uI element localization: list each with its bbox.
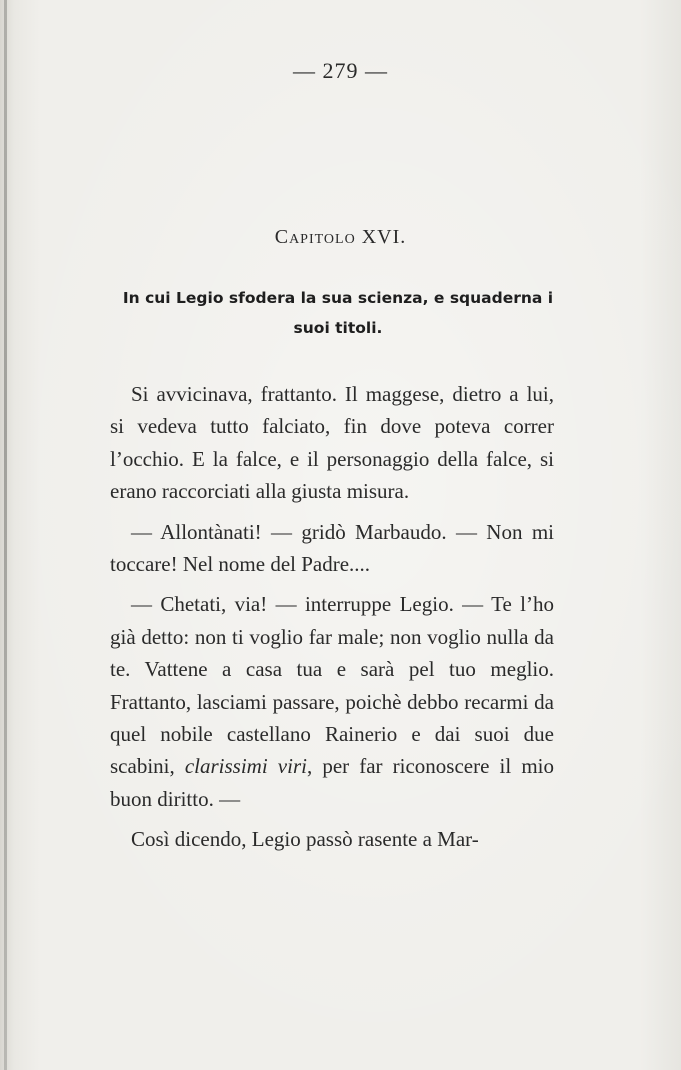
chapter-subtitle: In cui Legio sfodera la sua scienza, e squaderna i suoi titoli. bbox=[122, 289, 554, 337]
page-number: — 279 — bbox=[293, 58, 388, 83]
paragraph-3-italic: clarissimi viri bbox=[184, 754, 307, 779]
paragraph-3-text-after: , per far riconoscere il mio buon diritto. — bbox=[110, 754, 554, 811]
paragraph-2: — Allontànati! — gridò Marbaudo. — Non mi toccare! Nel nome del Padre.... bbox=[110, 519, 554, 577]
chapter-heading: Capitolo XVI. bbox=[274, 226, 407, 248]
paragraph-4: Così dicendo, Legio passò rasente a Mar- bbox=[131, 827, 479, 852]
paragraph-1: Si avvicinava, frattanto. Il maggese, dietro a lui, si vedeva tutto falciato, fin dove poteva correr l’occhio. E la falce, e il personaggio della falce, si erano raccorciati alla giusta misura. bbox=[110, 382, 554, 504]
page-gutter-shadow bbox=[4, 0, 7, 1070]
paragraph-3-text-before: — Chetati, via! — interruppe Legio. — Te l’ho già detto: non ti voglio far male; non voglio nulla da te. Vattene a casa tua e sarà pel tuo meglio. Frattanto, lasciami passare, poichè debbo recarmi da quel nobile castellano Rainerio e dai suoi due scabini, bbox=[110, 592, 554, 779]
paragraph-3 bbox=[110, 588, 554, 815]
body-text bbox=[110, 378, 554, 856]
